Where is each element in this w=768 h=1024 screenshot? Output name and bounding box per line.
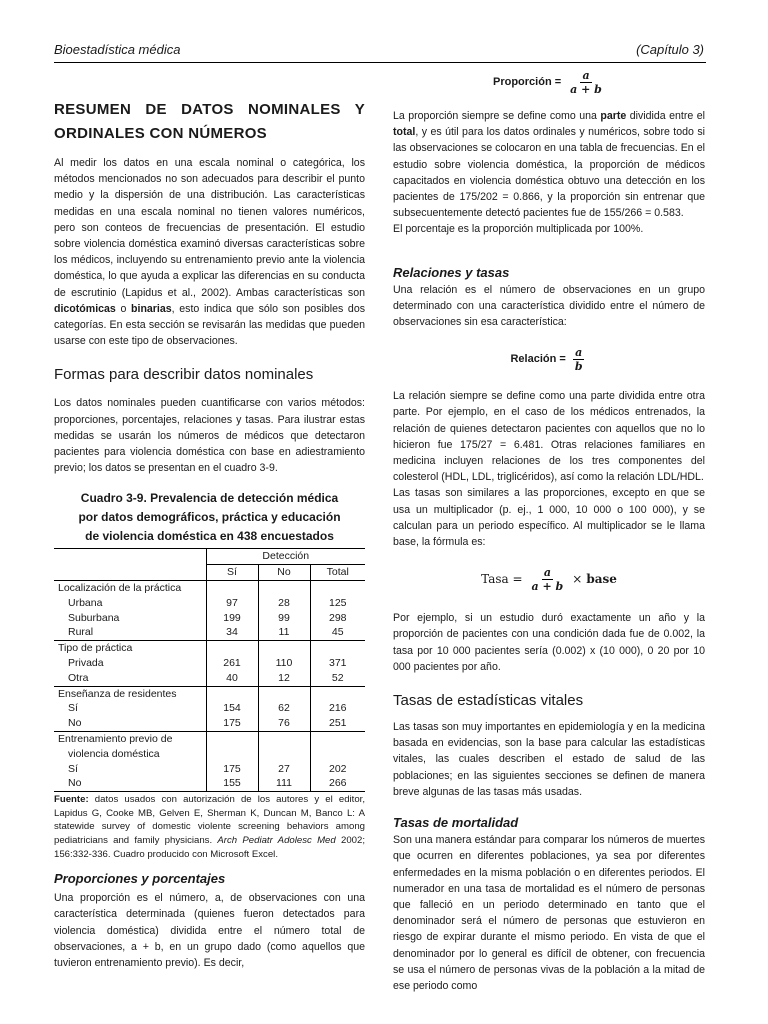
section-title-line-1: RESUMEN DE DATOS NOMINALES Y bbox=[54, 101, 365, 118]
relaciones-paragraph-2: La relación siempre se define como una parte dividida entre otra parte. Por ejemplo, en el caso de los médicos entrenados, la relación de quienes detectaron pacientes con aquellos que no lo hicieron fue 175/27 = 6.481. Otras relaciones familiares en medicina incluyen relaciones de los tres componentes del colesterol (HDL, LDL, triglicéridos), así como la relación LDL/HDL. bbox=[393, 390, 705, 484]
table-row: Privada 261 110 371 bbox=[54, 656, 365, 671]
table-row: Urbana 97 28 125 bbox=[54, 596, 365, 611]
relaciones-paragraph: Una relación es el número de observaciones en un grupo determinado con una característica dividido entre el número de observaciones sin esa característica: bbox=[393, 283, 705, 329]
porcentaje-paragraph: El porcentaje es la proporción multiplicada por 100%. bbox=[393, 223, 644, 236]
running-header bbox=[54, 42, 706, 62]
vitales-heading: Tasas de estadísticas vitales bbox=[393, 692, 584, 710]
vitales-paragraph: Las tasas son muy importantes en epidemiología y en la medicina basada en evidencias, son la base para calcular las estadísticas vitales, las cuales describen el estado de salud de las poblaciones; en las siguientes secciones se definen de manera breve algunas de las tasas más usadas. bbox=[393, 721, 705, 798]
ejemplo-paragraph: Por ejemplo, si un estudio duró exactamente un año y la proporción de pacientes con una condición dada fue de 0.002, la tasa por 10 000 pacientes sería (0.002) x (10 000), 0 20 por 10 000 pacientes por año. bbox=[393, 612, 705, 673]
mortalidad-paragraph: Son una manera estándar para comparar los números de muertes que ocurren en diferentes poblaciones, ya sea por diferentes enfermedades en la misma población o en diferentes periodos. El numerador en una tasa de mortalidad es el número de personas que falleció en un periodo determinado en tanto que el denominador será el número de personas que estuvieron en riesgo de expirar durante el mismo periodo. En vista de que el denominador por lo general es difícil de obtener, con frecuencia se usa el número de personas vivas de la población a la mitad de ese periodo como bbox=[393, 834, 705, 992]
group-label: Enseñanza de residentes bbox=[58, 687, 177, 700]
section-title-line-2: ORDINALES CON NÚMEROS bbox=[54, 125, 267, 142]
group-header: Detección bbox=[206, 549, 365, 565]
group-label: Entrenamiento previo de bbox=[58, 733, 173, 746]
right-column bbox=[393, 64, 705, 994]
table-row: No 175 76 251 bbox=[54, 716, 365, 731]
relaciones-heading: Relaciones y tasas bbox=[393, 264, 510, 280]
header-rule bbox=[54, 62, 706, 63]
mortalidad-heading: Tasas de mortalidad bbox=[393, 815, 519, 831]
table-caption: Cuadro 3-9. Prevalencia de detección médica por datos demográficos, práctica y educación de violencia doméstica en 438 encuestados bbox=[78, 491, 341, 544]
proportion-paragraph: La proporción siempre se define como una parte dividida entre el total, y es útil para los datos ordinales y numéricos, sobre todo si las observaciones se colocaron en una tabla de frecuencias. En el estudio sobre violencia doméstica, la proporción de médicos capacitados en violencia doméstica obtuvo una detección en los pacientes de 175/202 = 0.866, y la proporción sin entrenar que subsecuentemente detectó pacientes fue de 155/266 = 0.583. bbox=[393, 110, 705, 220]
col-si: Sí bbox=[206, 565, 258, 581]
table-row: Otra 40 12 52 bbox=[54, 671, 365, 686]
table-row: No 155 111 266 bbox=[54, 776, 365, 791]
prevalence-table bbox=[54, 548, 365, 792]
tasas-paragraph: Las tasas son similares a las proporciones, excepto en que se usa un multiplicador (p. ej., 1 000, 10 000 o 100 000), y se calculan para un periodo específico. Al multiplicador se le llama base, la fórmula es: bbox=[393, 487, 705, 549]
table-row: Suburbana 199 99 298 bbox=[54, 611, 365, 626]
left-column bbox=[54, 64, 365, 971]
proporciones-heading: Proporciones y porcentajes bbox=[54, 871, 226, 887]
col-no: No bbox=[258, 565, 310, 581]
col-total: Total bbox=[310, 565, 365, 581]
proportion-formula: Proporción = $\frac{a}{a + b}$ bbox=[493, 68, 602, 96]
nominal-heading: Formas para describir datos nominales bbox=[54, 366, 314, 384]
chapter-label: (Capítulo 3) bbox=[636, 42, 704, 57]
table-source-note: Fuente: datos usados con autorización de los autores y el editor, Lapidus G, Cooke MB, Gelven E, Sherman K, Duncan M, Banco L: A statewide survey of domestic violente screening behaviors among pediatricians and family physicians. Arch Pediatr Adolesc Med 2002; 156:332-336. Cuadro producido con Microsoft Excel. bbox=[54, 794, 365, 860]
rate-formula: Tasa = $\frac{a}{a + b}$ × base bbox=[481, 565, 617, 593]
table-row: Sí 175 27 202 bbox=[54, 762, 365, 777]
intro-paragraph: Al medir los datos en una escala nominal o categórica, los métodos mencionados no son adecuados para describir el punto medio y la dispersión de una distribución. Las características medidas en una escala nominal no tienen valores numéricos, pero son conteos de frecuencias de presentación. El estudio sobre violencia doméstica examinó diversas características sobre los médicos, incluyendo su entrenamiento previo ante la violencia doméstica, lo que ayuda a explicar las diferencias en su conducta de escrutinio (Lapidus et al., 2002). Ambas características son dicotómicas o binarias, esto indica que sólo son posibles dos categorías. En esta sección se revisarán las medidas que pueden usarse con este tipo de observaciones. bbox=[54, 157, 366, 348]
table-row: Sí 154 62 216 bbox=[54, 701, 365, 716]
relation-formula: Relación = $\frac{a}{b}$ bbox=[510, 345, 583, 373]
group-label: Localización de la práctica bbox=[58, 582, 182, 595]
proporciones-paragraph: Una proporción es el número, a, de observaciones con una característica determinada (quienes fueron detectados para violencia doméstica) dividida entre el número total de observaciones, a + b, en un grupo dado (como aquellos que tuvieron entrenamiento previo). Es decir, bbox=[54, 892, 365, 969]
group-label: Tipo de práctica bbox=[58, 642, 133, 655]
book-title: Bioestadística médica bbox=[54, 42, 181, 57]
table-row: Rural 34 11 45 bbox=[54, 625, 365, 640]
group-label-cont: violencia doméstica bbox=[68, 747, 160, 760]
nominal-paragraph: Los datos nominales pueden cuantificarse con varios métodos: proporciones, porcentajes, relaciones y tasas. Para ilustrar estas medidas se usarán los números de médicos que detectaron pacientes para violencia doméstica con base en adiestramiento previo; los datos se presentan en el cuadro 3-9. bbox=[54, 397, 365, 475]
